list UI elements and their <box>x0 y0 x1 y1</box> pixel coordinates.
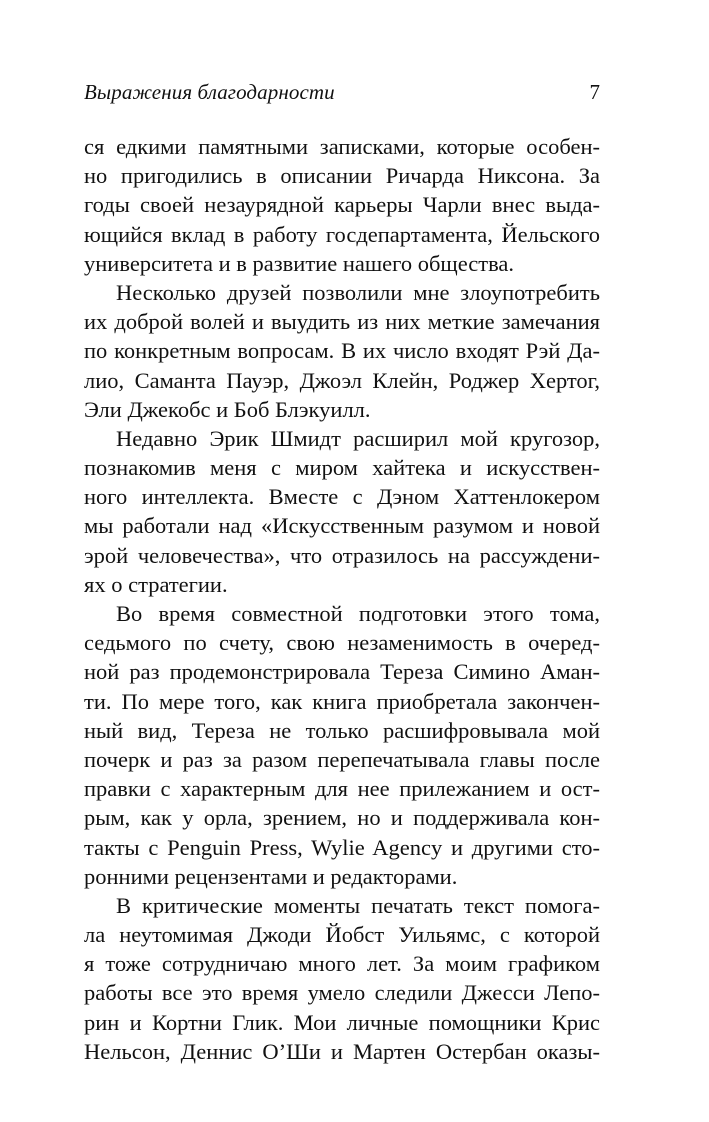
text-line: Эли Джекобс и Боб Блэкуилл. <box>84 396 371 422</box>
text-line: ной раз продемонстрировала Тереза Симино Аман- <box>84 659 600 685</box>
text-line: правки с характерным для нее прилежанием и ост- <box>84 776 600 802</box>
text-line: Несколько друзей позволили мне злоупотребить <box>116 279 600 305</box>
text-line: ях о стратегии. <box>84 571 228 597</box>
text-line: ся едкими памятными записками, которые особен- <box>84 134 600 159</box>
text-line: их доброй волей и выудить из них меткие замечания <box>84 309 600 335</box>
running-title: Выражения благодарности <box>84 80 335 104</box>
text-line: мы работали над «Искусственным разумом и новой <box>84 513 600 539</box>
text-line: годы своей незаурядной карьеры Чарли внес выда- <box>84 192 600 218</box>
body-text <box>84 132 600 1066</box>
text-line: ного интеллекта. Вместе с Дэном Хаттенлокером <box>84 484 600 510</box>
text-line: Во время совместной подготовки этого тома, <box>116 601 600 626</box>
text-line: Недавно Эрик Шмидт расширил мой кругозор, <box>116 425 600 451</box>
text-line: но пригодились в описании Ричарда Никсона. За <box>84 163 600 189</box>
text-line: лио, Саманта Пауэр, Джоэл Клейн, Роджер Хертог, <box>84 367 600 393</box>
text-line: почерк и раз за разом перепечатывала главы после <box>84 746 600 772</box>
text-line: работы все это время умело следили Джесси Лепо- <box>84 980 600 1006</box>
text-line: ти. По мере того, как книга приобретала закончен- <box>84 688 600 714</box>
text-line: я тоже сотрудничаю много лет. За моим графиком <box>84 951 600 977</box>
text-line: университета и в развитие нашего общества. <box>84 250 515 276</box>
text-line: ный вид, Тереза не только расшифровывала мой <box>84 717 600 743</box>
text-line: рин и Кортни Глик. Мои личные помощники Крис <box>84 1009 600 1035</box>
text-line: ла неутомимая Джоди Йобст Уильямс, с которой <box>84 922 600 948</box>
text-line: ющийся вклад в работу госдепартамента, Йельского <box>84 221 600 247</box>
text-line: эрой человечества», что отразилось на рассуждени- <box>84 542 600 568</box>
text-line: такты с Penguin Press, Wylie Agency и другими сто- <box>84 834 600 860</box>
running-header <box>84 80 600 110</box>
book-page <box>84 80 600 1066</box>
text-line: познакомив меня с миром хайтека и искусствен- <box>84 455 600 481</box>
text-line: Нельсон, Деннис О’Ши и Мартен Остербан оказы- <box>84 1038 600 1064</box>
text-line: седьмого по счету, свою незаменимость в очеред- <box>84 630 600 656</box>
text-line: рым, как у орла, зрением, но и поддерживала кон- <box>84 805 600 831</box>
text-line: ронними рецензентами и редакторами. <box>84 863 458 889</box>
text-line: по конкретным вопросам. В их число входят Рэй Да- <box>84 338 600 364</box>
text-line: В критические моменты печатать текст помога- <box>116 892 600 918</box>
page-number: 7 <box>589 80 600 104</box>
